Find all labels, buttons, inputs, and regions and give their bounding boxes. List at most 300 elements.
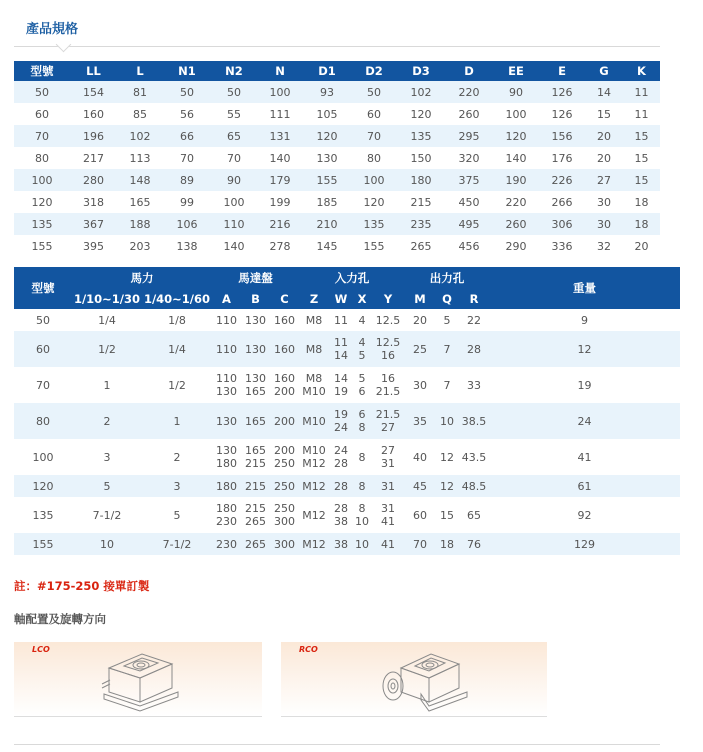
custom-order-note: 註：#175-250 接單訂製 [14, 579, 150, 593]
cell-line: 24 [334, 421, 348, 434]
table-cell: 66 [163, 125, 211, 147]
table-cell: 120 [31, 195, 53, 209]
table-cell [353, 403, 371, 439]
table-cell [299, 367, 329, 403]
table-cell: 100 [32, 450, 54, 464]
cell-line: 180 [216, 502, 237, 515]
cell-line: 265 [245, 537, 266, 551]
column-header: 1/10~1/30 [72, 289, 142, 309]
table-cell [371, 403, 405, 439]
column-header: L [117, 61, 163, 81]
column-header: X [353, 289, 371, 309]
header-output-bore: 出力孔 [405, 267, 489, 289]
table-cell: 50 [211, 81, 257, 103]
table-cell [299, 533, 329, 555]
table-cell [241, 533, 270, 555]
cell-line: 160 [274, 372, 295, 385]
cell-line: 215 [245, 502, 266, 515]
table-cell [329, 309, 353, 331]
table-cell: 70 [351, 125, 397, 147]
table-cell: 100 [223, 195, 245, 209]
table-cell: 180 [397, 169, 445, 191]
table-cell [329, 533, 353, 555]
table-cell: 190 [493, 169, 539, 191]
table-cell: 2 [72, 403, 142, 439]
table-cell: 15 [440, 508, 454, 522]
cell-line: 300 [274, 515, 295, 528]
table-cell: 28 [459, 331, 489, 367]
cell-line: 31 [381, 457, 395, 470]
table-cell: 126 [539, 81, 585, 103]
dimension-table-header [14, 61, 660, 81]
tab-product-spec[interactable]: 產品規格 [26, 22, 79, 37]
table-cell: 130 [316, 151, 338, 165]
cell-line: M12 [302, 479, 326, 493]
table-cell: 165 [129, 195, 151, 209]
table-cell: 216 [257, 213, 303, 235]
cell-line: 21.5 [375, 385, 401, 398]
table-cell: 100 [505, 107, 527, 121]
table-cell [212, 331, 241, 367]
cell-line: 28 [334, 479, 348, 493]
cell-line: 19 [334, 385, 348, 398]
table-cell [241, 475, 270, 497]
table-cell: 1/4 [142, 331, 212, 367]
table-cell: 80 [35, 151, 49, 165]
table-cell: 295 [445, 125, 493, 147]
tab-bar [14, 0, 660, 47]
cell-line: M8 [305, 342, 323, 356]
cell-line: 31 [381, 479, 395, 493]
table-cell: 120 [303, 125, 351, 147]
table-cell: 210 [303, 213, 351, 235]
table-cell: 111 [269, 107, 291, 121]
table-cell: 43.5 [461, 450, 487, 464]
cell-line: 11 [334, 336, 348, 349]
table-cell [241, 367, 270, 403]
table-cell: 12 [489, 331, 680, 367]
column-header: C [270, 289, 299, 309]
cell-line: M10 [302, 444, 326, 457]
table-cell: 65 [211, 125, 257, 147]
cell-line: 200 [274, 444, 295, 457]
table-cell: 450 [458, 195, 480, 209]
table-cell [241, 309, 270, 331]
table-cell: 25 [405, 331, 435, 367]
tab-active-indicator [56, 37, 72, 53]
table-cell: 27 [585, 169, 623, 191]
column-header: Q [435, 289, 459, 309]
table-cell [241, 403, 270, 439]
cell-line: 4 [358, 313, 366, 327]
cell-line: 180 [216, 479, 237, 493]
table-cell [212, 497, 241, 533]
cell-line: 4 [358, 336, 366, 349]
table-cell [212, 367, 241, 403]
gearbox-rco-drawing [281, 642, 547, 716]
cell-line: 110 [216, 372, 237, 385]
table-cell [212, 403, 241, 439]
cell-line: 160 [274, 313, 295, 327]
table-cell: 80 [14, 403, 72, 439]
table-cell: 102 [117, 125, 163, 147]
table-cell: 199 [269, 195, 291, 209]
cell-line: 38 [334, 515, 348, 528]
cell-line: M12 [302, 537, 326, 551]
table-cell: 92 [577, 508, 592, 522]
table-cell [371, 367, 405, 403]
table-cell: 367 [70, 213, 117, 235]
table-cell: 7 [443, 378, 451, 392]
table-cell: 40 [413, 450, 427, 464]
table-cell: 495 [445, 213, 493, 235]
column-header: K [623, 61, 660, 81]
table-cell [353, 439, 371, 475]
diagram-label: RCO [299, 645, 318, 654]
cell-line: 5 [358, 349, 366, 362]
table-cell [241, 331, 270, 367]
cell-line: 10 [355, 537, 369, 551]
table-cell: 100 [14, 169, 70, 191]
table-cell: 196 [70, 125, 117, 147]
column-header: 1/40~1/60 [142, 289, 212, 309]
table-cell: 70 [14, 125, 70, 147]
cell-line: 165 [245, 385, 266, 398]
table-cell: 179 [257, 169, 303, 191]
table-cell: 60 [14, 331, 72, 367]
table-cell [353, 497, 371, 533]
table-row [14, 309, 680, 331]
table-cell [353, 475, 371, 497]
table-cell: 60 [35, 107, 49, 121]
table-cell: 50 [14, 81, 70, 103]
table-cell: 154 [70, 81, 117, 103]
cell-line: 130 [245, 372, 266, 385]
table-cell [329, 403, 353, 439]
column-header: EE [493, 61, 539, 81]
table-cell: 93 [303, 81, 351, 103]
table-row [14, 475, 680, 497]
dimension-table [14, 61, 660, 257]
table-cell: 140 [505, 151, 527, 165]
table-cell: 7-1/2 [142, 533, 212, 555]
motor-table [14, 267, 680, 555]
cell-line: 11 [334, 313, 348, 327]
cell-line: 12.5 [375, 336, 401, 349]
table-cell: 395 [83, 239, 104, 253]
table-cell: 20 [585, 125, 623, 147]
table-cell [270, 309, 299, 331]
table-cell [270, 533, 299, 555]
table-cell [270, 331, 299, 367]
table-cell: 7 [435, 331, 459, 367]
cell-line: 14 [334, 349, 348, 362]
column-header: G [585, 61, 623, 81]
table-cell: 12 [435, 475, 459, 497]
cell-line: 41 [381, 537, 395, 551]
cell-line: 130 [216, 385, 237, 398]
table-cell: 135 [397, 125, 445, 147]
table-cell: 41 [577, 450, 592, 464]
table-cell: 100 [351, 169, 397, 191]
table-cell [329, 331, 353, 367]
table-cell [270, 475, 299, 497]
column-header: R [459, 289, 489, 309]
cell-line: 230 [216, 537, 237, 551]
table-cell: 150 [410, 151, 432, 165]
table-cell: 120 [410, 107, 432, 121]
column-header: 型號 [14, 61, 70, 81]
section-title: 軸配置及旋轉方向 [14, 612, 106, 626]
table-cell [270, 403, 299, 439]
table-cell: 15 [634, 151, 649, 165]
table-cell: 106 [163, 213, 211, 235]
table-cell: 38.5 [459, 403, 489, 439]
table-cell: 12 [440, 450, 454, 464]
table-cell [353, 533, 371, 555]
table-cell: 113 [129, 151, 151, 165]
cell-line: M12 [302, 508, 326, 522]
column-header: D [445, 61, 493, 81]
table-cell: 3 [103, 450, 111, 464]
table-cell: 155 [31, 239, 53, 253]
table-cell [212, 439, 241, 475]
cell-line: 110 [216, 313, 237, 327]
cell-line: 130 [216, 444, 237, 457]
table-cell: 30 [597, 195, 611, 209]
column-header: W [329, 289, 353, 309]
lco-diagram [14, 642, 262, 717]
header-motor-flange: 馬達盤 [212, 267, 299, 289]
rco-diagram [281, 642, 547, 717]
table-cell: 278 [269, 239, 291, 253]
table-row [14, 403, 680, 439]
cell-line: 165 [245, 414, 266, 428]
table-cell: 375 [445, 169, 493, 191]
table-cell [270, 439, 299, 475]
table-cell: 320 [458, 151, 480, 165]
table-cell: 260 [493, 213, 539, 235]
cell-line: 21.5 [375, 408, 401, 421]
table-cell [299, 497, 329, 533]
table-cell: 76 [459, 533, 489, 555]
table-cell: 188 [117, 213, 163, 235]
cell-line: 165 [245, 444, 266, 457]
cell-line: 250 [274, 479, 295, 493]
table-cell: 50 [36, 313, 50, 327]
table-cell: 45 [405, 475, 435, 497]
table-cell [212, 309, 241, 331]
table-cell [371, 533, 405, 555]
table-row [14, 103, 660, 125]
cell-line: 130 [245, 342, 266, 356]
table-cell: 156 [539, 125, 585, 147]
table-cell: 1 [142, 403, 212, 439]
table-cell: 290 [505, 239, 527, 253]
cell-line: 8 [358, 450, 366, 464]
table-cell: 131 [257, 125, 303, 147]
table-row [14, 367, 680, 403]
table-row [14, 191, 660, 213]
table-cell [329, 497, 353, 533]
cell-line: 24 [334, 444, 348, 457]
table-cell: 1 [103, 378, 111, 392]
table-cell: 90 [493, 81, 539, 103]
table-cell: 81 [117, 81, 163, 103]
table-cell: 15 [623, 125, 660, 147]
table-cell: 18 [623, 213, 660, 235]
table-cell: 129 [489, 533, 680, 555]
column-header: Y [371, 289, 405, 309]
table-row [14, 331, 680, 367]
table-cell [353, 331, 371, 367]
cell-line: 14 [334, 372, 348, 385]
cell-line: 8 [358, 479, 366, 493]
table-cell: 32 [597, 239, 611, 253]
table-cell: 24 [489, 403, 680, 439]
table-cell [329, 439, 353, 475]
gearbox-lco-drawing [14, 642, 262, 716]
table-row [14, 235, 660, 257]
header-power: 馬力 [72, 267, 212, 289]
table-cell: 148 [117, 169, 163, 191]
table-row [14, 147, 660, 169]
table-cell: 266 [551, 195, 573, 209]
table-cell: 1/2 [72, 331, 142, 367]
table-cell: 155 [363, 239, 385, 253]
table-cell: 1/4 [98, 313, 116, 327]
cell-line: 28 [334, 457, 348, 470]
header-weight: 重量 [489, 267, 680, 309]
table-cell: 220 [445, 81, 493, 103]
table-cell [353, 367, 371, 403]
cell-line: 41 [381, 515, 395, 528]
cell-line: 31 [381, 502, 395, 515]
table-cell: 456 [458, 239, 480, 253]
table-cell: 155 [14, 533, 72, 555]
table-cell: 176 [551, 151, 573, 165]
table-cell [371, 331, 405, 367]
cell-line: 230 [216, 515, 237, 528]
column-header: M [405, 289, 435, 309]
table-cell [299, 475, 329, 497]
table-cell: 336 [551, 239, 573, 253]
cell-line: M8 [305, 313, 323, 327]
table-row [14, 497, 680, 533]
table-cell: 60 [367, 107, 381, 121]
table-cell: 19 [577, 378, 592, 392]
table-cell: 60 [413, 508, 427, 522]
cell-line: 180 [216, 457, 237, 470]
table-cell [329, 475, 353, 497]
table-cell [371, 475, 405, 497]
cell-line: 12.5 [375, 313, 401, 327]
cell-line: M8 [305, 372, 323, 385]
cell-line: M12 [302, 457, 326, 470]
column-header: D1 [303, 61, 351, 81]
table-cell: 20 [413, 313, 427, 327]
table-cell: 10 [72, 533, 142, 555]
cell-line: 16 [381, 349, 395, 362]
table-cell: 260 [458, 107, 480, 121]
cell-line: 38 [334, 537, 348, 551]
table-cell: 65 [467, 508, 481, 522]
footer-divider [14, 744, 660, 745]
cell-line: 250 [274, 457, 295, 470]
table-cell: 85 [133, 107, 147, 121]
table-cell [299, 439, 329, 475]
table-cell: 33 [467, 378, 481, 392]
table-cell [299, 331, 329, 367]
table-cell: 89 [163, 169, 211, 191]
table-cell: 160 [83, 107, 104, 121]
table-cell: 50 [163, 81, 211, 103]
table-cell: 217 [83, 151, 104, 165]
table-cell: 55 [227, 107, 241, 121]
table-row [14, 81, 660, 103]
cell-line: 5 [358, 372, 366, 385]
table-cell: 11 [634, 107, 649, 121]
table-cell: 135 [32, 508, 54, 522]
table-cell: 90 [211, 169, 257, 191]
table-cell: 5 [72, 475, 142, 497]
table-row [14, 533, 680, 555]
table-cell [241, 497, 270, 533]
cell-line: 8 [358, 502, 366, 515]
cell-line: 130 [216, 414, 237, 428]
table-cell [329, 367, 353, 403]
table-cell: 80 [367, 151, 381, 165]
table-cell [371, 497, 405, 533]
table-cell: 5 [173, 508, 181, 522]
table-cell: 155 [303, 169, 351, 191]
cell-line: 6 [358, 385, 366, 398]
table-cell [270, 497, 299, 533]
table-cell: 126 [551, 107, 573, 121]
table-cell: 1/8 [168, 313, 186, 327]
cell-line: 27 [381, 444, 395, 457]
table-cell: 50 [351, 81, 397, 103]
table-cell: 22 [467, 313, 481, 327]
table-cell: 70 [405, 533, 435, 555]
column-header: N2 [211, 61, 257, 81]
cell-line: 28 [334, 502, 348, 515]
table-row [14, 439, 680, 475]
table-cell: 20 [634, 239, 649, 253]
table-cell [371, 309, 405, 331]
table-cell [270, 367, 299, 403]
table-cell: 226 [539, 169, 585, 191]
cell-line: 200 [274, 385, 295, 398]
cell-line: 130 [245, 313, 266, 327]
table-cell: 185 [316, 195, 338, 209]
table-row [14, 169, 660, 191]
table-cell: 30 [413, 378, 427, 392]
cell-line: 250 [274, 502, 295, 515]
cell-line: 6 [358, 408, 366, 421]
table-cell: 140 [223, 239, 245, 253]
table-cell: 2 [173, 450, 181, 464]
cell-line: 8 [358, 421, 366, 434]
table-cell: 56 [180, 107, 194, 121]
table-cell: 15 [597, 107, 611, 121]
table-cell: 70 [227, 151, 241, 165]
table-cell: 18 [634, 195, 649, 209]
column-header: E [539, 61, 585, 81]
table-cell: 105 [316, 107, 338, 121]
cell-line: 110 [216, 342, 237, 356]
table-cell: 203 [129, 239, 151, 253]
